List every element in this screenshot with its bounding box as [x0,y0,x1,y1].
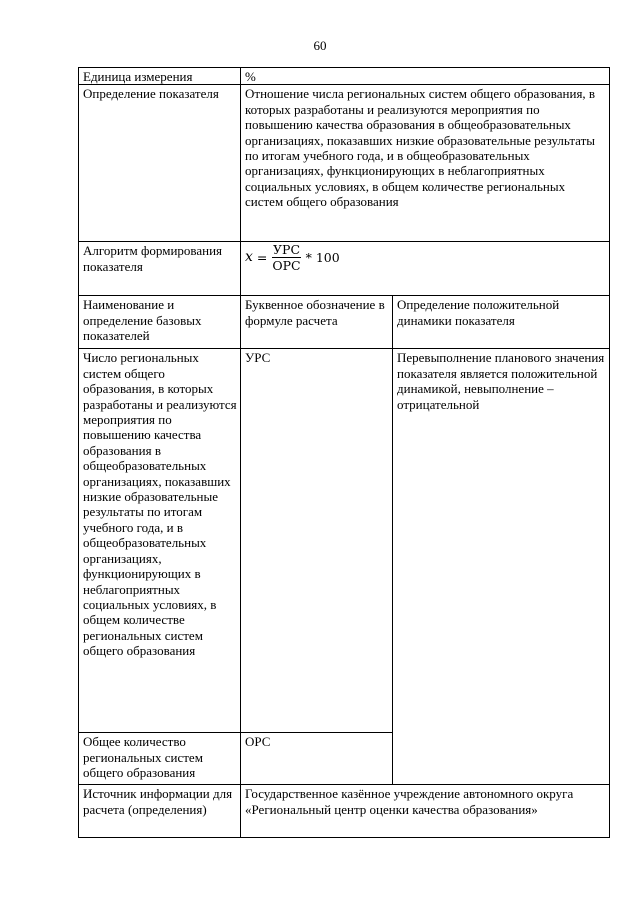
base-item-name: Число региональных систем общего образования, в которых разработаны и реализуются мероприятия по повышению качества образования в общеобразовательных организациях, показавших низкие образовательные результаты по итогам учебного года, и в общеобразовательных организациях, функционирующих в неблагоприятных социальных условиях, в общем количестве региональных систем общего образования [79,349,241,733]
base-dynamics-header: Определение положительной динамики показателя [393,296,610,349]
base-item-symbol: ОРС [241,733,393,785]
base-symbol-header: Буквенное обозначение в формуле расчета [241,296,393,349]
source-value: Государственное казённое учреждение автономного округа «Региональный центр оценки качества образования» [241,785,610,838]
unit-row [79,68,610,85]
algorithm-formula-cell [241,242,610,296]
source-label: Источник информации для расчета (определения) [79,785,241,838]
definition-label: Определение показателя [79,85,241,242]
algorithm-row [79,242,610,296]
source-row [79,785,610,838]
base-header-row [79,296,610,349]
unit-label: Единица измерения [79,68,241,85]
formula-variable: x [245,249,253,266]
base-item-name: Общее количество региональных систем общего образования [79,733,241,785]
base-item-symbol: УРС [241,349,393,733]
unit-value: % [241,68,610,85]
base-name-header: Наименование и определение базовых показателей [79,296,241,349]
page-number: 60 [313,38,327,53]
formula-numerator: УРС [273,242,301,258]
base-dynamics-value: Перевыполнение планового значения показателя является положительной динамикой, невыполнение – отрицательной [393,349,610,785]
base-item-row [79,349,610,733]
indicator-passport-table [78,67,610,838]
formula-fraction [271,243,301,272]
formula [245,243,340,272]
formula-denominator: ОРС [272,258,301,274]
definition-row [79,85,610,242]
formula-equals: = [256,250,268,266]
algorithm-label: Алгоритм формирования показателя [79,242,241,296]
definition-value: Отношение числа региональных систем общего образования, в которых разработаны и реализуются мероприятия по повышению качества образования в общеобразовательных организациях, показавших низкие образовательные результаты по итогам учебного года, и в общеобразовательных организациях, функционирующих в неблагоприятных социальных условиях, в общем количестве региональных систем общего образования [241,85,610,242]
formula-multiply: * 100 [305,250,340,266]
